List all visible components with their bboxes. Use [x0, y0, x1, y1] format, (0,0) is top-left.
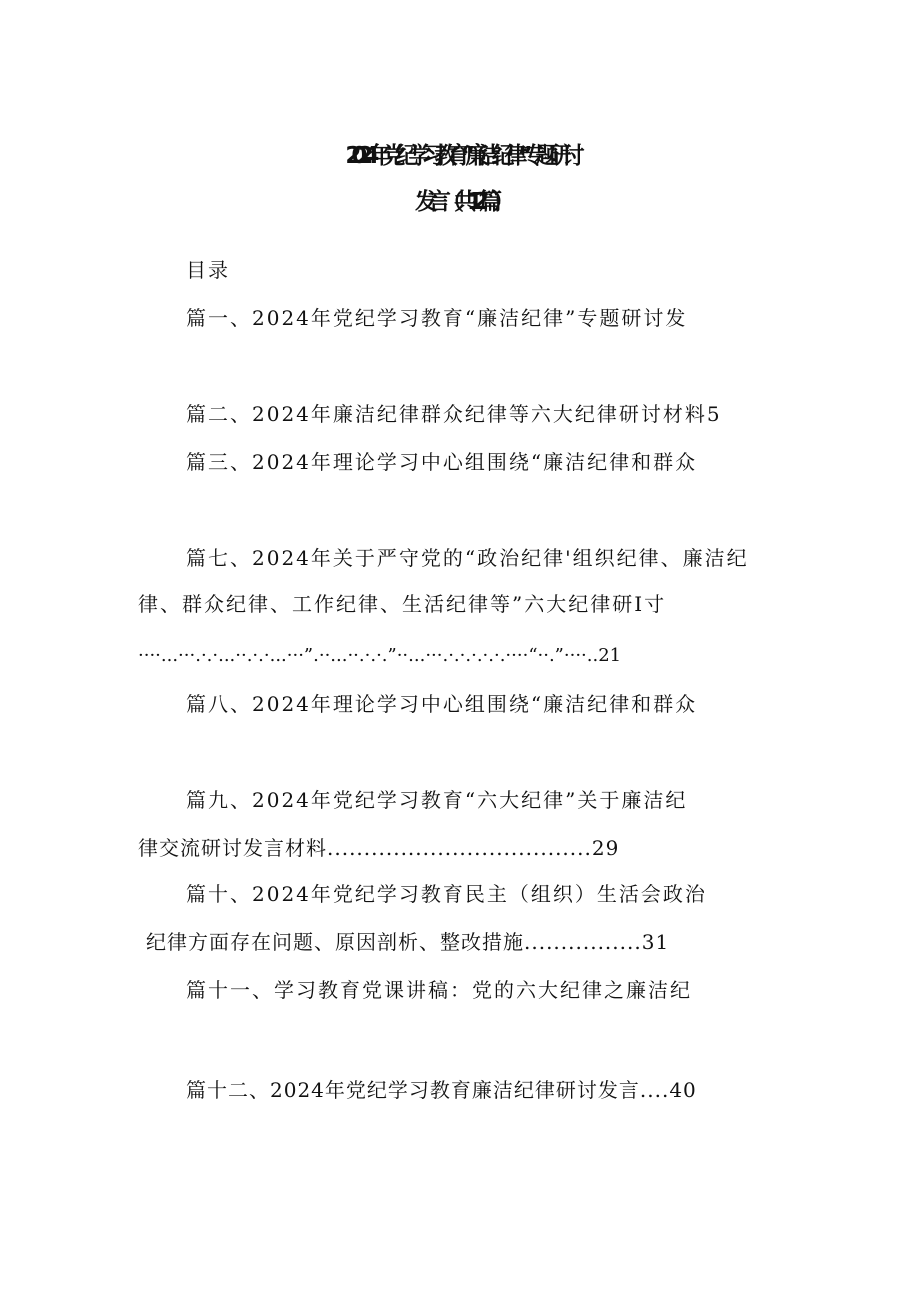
toc-entry-7-line-1: 篇七、2024年关于严守党的“政治纪律'组织纪律、廉洁纪 — [186, 546, 749, 570]
toc-entry-12: 篇十二、2024年党纪学习教育廉洁纪律研讨发言....40 — [186, 1078, 697, 1102]
toc-entry-2: 篇二、2024年廉洁纪律群众纪律等六大纪律研讨材料5 — [186, 402, 722, 426]
toc-entry-3: 篇三、2024年理论学习中心组围绕“廉洁纪律和群众 — [186, 450, 698, 474]
toc-entry-8: 篇八、2024年理论学习中心组围绕“廉洁纪律和群众 — [186, 692, 698, 716]
document-title-line-1: 2024年党纪学习教育“廉洁纪律”专题研讨 — [345, 143, 575, 169]
toc-entry-9-line-2: 律交流研讨发言材料....................................29 — [138, 836, 620, 860]
toc-entry-9-line-1: 篇九、2024年党纪学习教育“六大纪律”关于廉洁纪 — [186, 788, 688, 812]
toc-entry-7-leader: ····...···.·.·...··.·.·...···”.··...··.·.·.”··...···.·.·.·.·.·.····“··.”····..21 — [138, 645, 622, 666]
document-title-line-2: 发言（共12篇） — [414, 189, 505, 215]
toc-entry-11: 篇十一、学习教育党课讲稿：党的六大纪律之廉洁纪 — [186, 978, 692, 1002]
toc-entry-7-line-2: 律、群众纪律、工作纪律、生活纪律等”六大纪律研I寸 — [138, 592, 667, 616]
toc-entry-10-line-1: 篇十、2024年党纪学习教育民主（组织）生活会政治 — [186, 882, 707, 906]
toc-entry-10-line-2: 纪律方面存在问题、原因剖析、整改措施................31 — [146, 930, 670, 954]
toc-heading: 目录 — [186, 258, 230, 282]
toc-entry-1: 篇一、2024年党纪学习教育“廉洁纪律”专题研讨发 — [186, 306, 688, 330]
